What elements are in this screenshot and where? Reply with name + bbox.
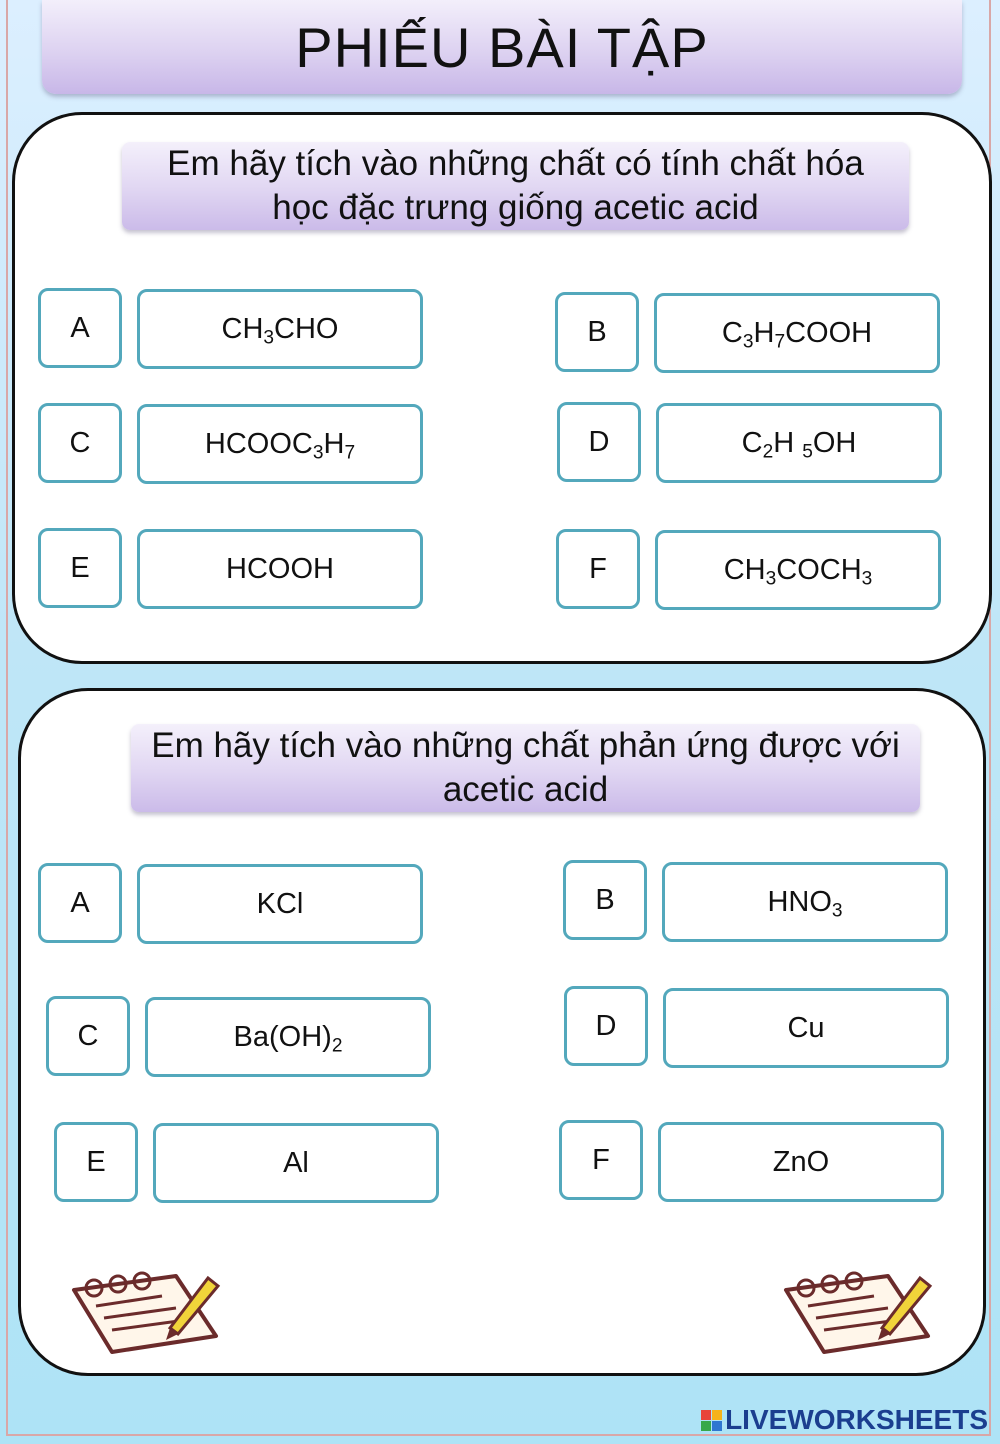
checkbox-s1-e[interactable] <box>38 528 122 608</box>
option-s1-a[interactable] <box>137 289 423 369</box>
formula-text: ZnO <box>772 1145 830 1178</box>
liveworksheets-brand[interactable] <box>701 1404 988 1436</box>
checkbox-s2-f[interactable] <box>559 1120 643 1200</box>
checkbox-s1-d[interactable] <box>557 402 641 482</box>
option-s1-b[interactable] <box>654 293 940 373</box>
option-letter: F <box>592 1143 610 1176</box>
checkbox-s1-c[interactable] <box>38 403 122 483</box>
notebook-pencil-icon <box>66 1268 226 1358</box>
option-letter: F <box>589 552 607 585</box>
checkbox-s2-b[interactable] <box>563 860 647 940</box>
formula-text: HCOOH <box>226 552 334 585</box>
option-s2-f[interactable] <box>658 1122 944 1202</box>
brand-text: LIVEWORKSHEETS <box>725 1404 988 1435</box>
notebook-pencil-icon <box>778 1268 938 1358</box>
formula-text: $Ba(OH)_2$ <box>233 1020 343 1057</box>
option-letter: C <box>69 426 91 459</box>
question-prompt-2: Em hãy tích vào những chất phản ứng được với acetic acid <box>131 724 920 812</box>
option-s2-e[interactable] <box>153 1123 439 1203</box>
checkbox-s1-f[interactable] <box>556 529 640 609</box>
option-letter: B <box>595 883 615 916</box>
formula-text: Cu <box>787 1011 825 1044</box>
option-s1-c[interactable] <box>137 404 423 484</box>
option-s2-b[interactable] <box>662 862 948 942</box>
formula-text: $HCOOC_3H_7$ <box>204 427 356 464</box>
option-letter: E <box>86 1145 106 1178</box>
option-s1-f[interactable] <box>655 530 941 610</box>
option-letter: A <box>70 886 90 919</box>
option-letter: C <box>77 1019 99 1052</box>
formula-text: Al <box>283 1146 309 1179</box>
option-letter: B <box>587 315 607 348</box>
option-letter: E <box>70 551 90 584</box>
option-s2-d[interactable] <box>663 988 949 1068</box>
question-prompt-1: Em hãy tích vào những chất có tính chất hóa học đặc trưng giống acetic acid <box>122 142 909 230</box>
page-title: PHIẾU BÀI TẬP <box>295 15 709 79</box>
formula-text: KCl <box>256 887 304 920</box>
checkbox-s2-d[interactable] <box>564 986 648 1066</box>
checkbox-s2-e[interactable] <box>54 1122 138 1202</box>
formula-text: $C_2H$ $_5$OH <box>741 426 857 463</box>
option-letter: D <box>588 425 610 458</box>
option-letter: D <box>595 1009 617 1042</box>
option-s2-c[interactable] <box>145 997 431 1077</box>
formula-text: $HNO_3$ <box>767 885 843 922</box>
checkbox-s2-a[interactable] <box>38 863 122 943</box>
formula-text: $CH_3CHO$ <box>221 312 339 349</box>
checkbox-s1-a[interactable] <box>38 288 122 368</box>
option-s1-d[interactable] <box>656 403 942 483</box>
option-s2-a[interactable] <box>137 864 423 944</box>
option-s1-e[interactable] <box>137 529 423 609</box>
checkbox-s2-c[interactable] <box>46 996 130 1076</box>
formula-text: $CH_3COCH_3$ <box>723 553 873 590</box>
formula-text: $C_3H_7COOH$ <box>721 316 873 353</box>
checkbox-s1-b[interactable] <box>555 292 639 372</box>
liveworksheets-logo-icon <box>701 1410 722 1431</box>
title-banner <box>42 0 962 94</box>
option-letter: A <box>70 311 90 344</box>
